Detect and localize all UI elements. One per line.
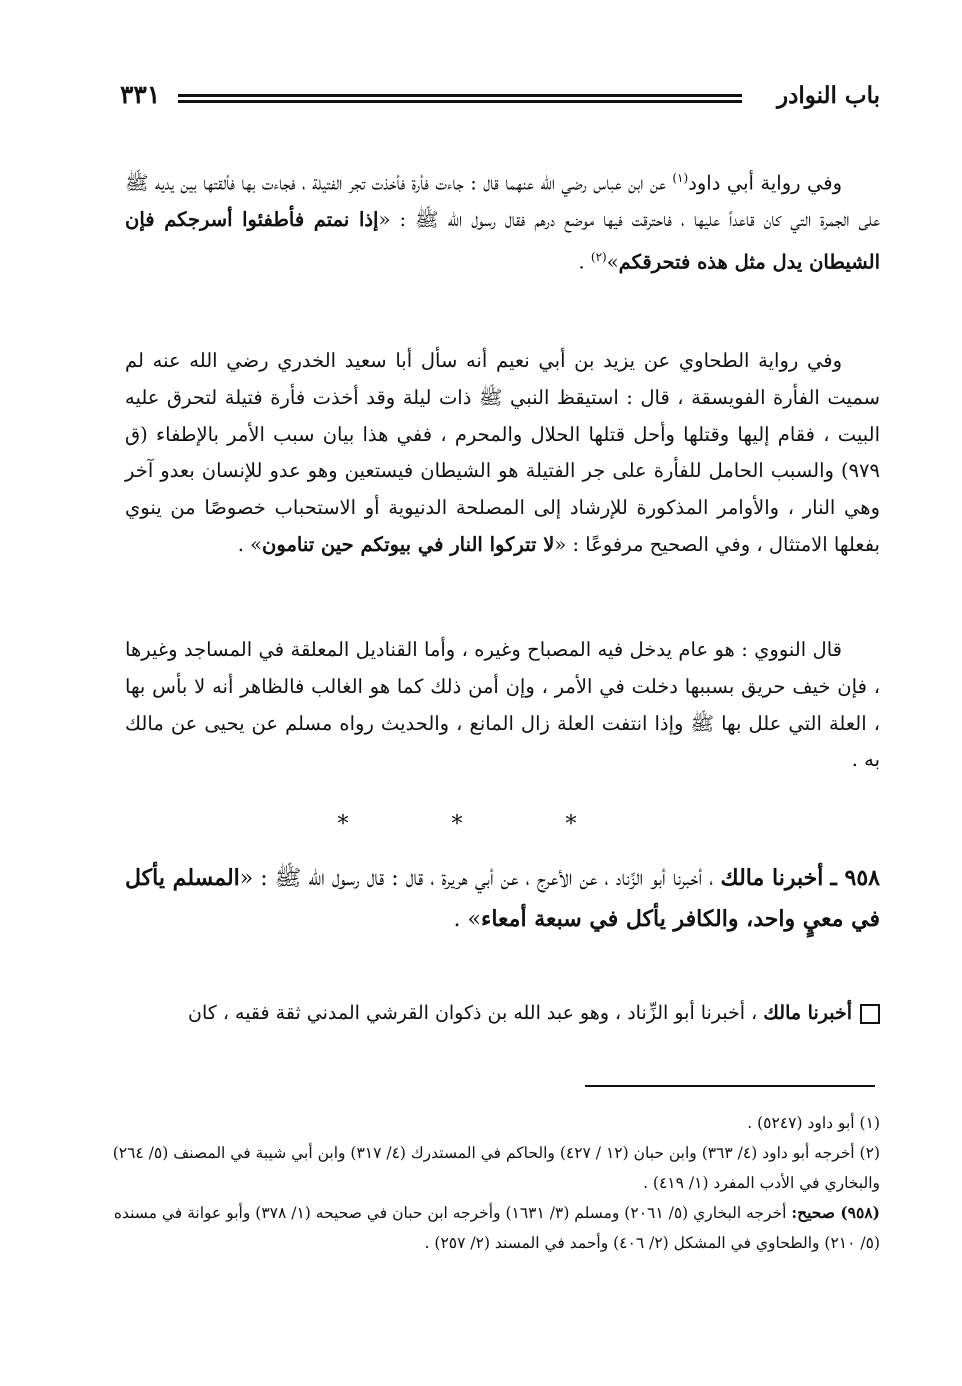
hadith-number: ٩٥٨ ـ (830, 865, 880, 891)
footnote (105, 1138, 880, 1198)
footnote-ref: (١) (672, 171, 689, 185)
hadith-end: » . (453, 907, 481, 932)
footnote-marker: (٩٥٨) (840, 1203, 880, 1222)
footnote (105, 1108, 880, 1138)
paragraph-text: وفي رواية الطحاوي عن يزيد بن أبي نعيم أنه سأل أبا سعيد الخدري رضي الله عنه لم سميت الفأرة الفويسقة ، قال : استيقظ النبي ﷺ ذات ليلة وقد أخذت فأرة فتيلة لتحرق عليه البيت ، فقام إليها وقتلها وأحل قتلها الحلال والمحرم ، ففي هذا بيان سبب الأمر بالإطفاء (ق ٩٧٩) والسبب الحامل للفأرة على جر الفتيلة هو الشيطان فيستعين وهو عدو للإنسان بعدو آخر وهي النار ، والأوامر المذكورة للإرشاد إلى المصلحة الدنيوية أو الاستحباب خصوصًا من ينوي بفعلها الامتثال ، وفي الصحيح مرفوعًا : « (125, 349, 880, 556)
footnote-text: أخرجه البخاري (٥/ ٢٠٦١) ومسلم (٣/ ١٦٣١) وأخرجه ابن حبان في صحيحه (١/ ٣٧٨) وأبو عوانة في مسنده (٥/ ٢١٠) والطحاوي في المشكل (٢/ ٤٠٦) وأحمد في المسند (٢/ ٢٥٧) . (113, 1204, 880, 1252)
hadith-chain: ، أخبرنا أبو الزِّناد ، عن الأعرج ، عن أبي هريرة ، قال : قال رسول الله ﷺ : « (239, 866, 721, 891)
footnote-text: أبو داود (٥٢٤٧) . (747, 1114, 860, 1132)
commentary-opening: أخبرنا مالك (763, 1002, 852, 1024)
hadith-opening: أخبرنا مالك (720, 865, 824, 891)
hadith-quote: لا تتركوا النار في بيوتكم حين تنامون (262, 532, 555, 556)
footnote (105, 1198, 880, 1258)
footnote-rule (585, 1085, 875, 1087)
paragraph-text: عن ابن عباس رضي الله عنهما قال : جاءت فأرة فأخذت تجر الفتيلة ، فجاءت بها فألقتها بين يديه ﷺ على الجمرة التي كان قاعداً عليها ، فاحترقت فيها موضع درهم فقال رسول الله ﷺ : « (125, 171, 880, 232)
hadith-quote: المسلم يأكل في معيٍ واحد، والكافر يأكل في سبعة أمعاء (125, 865, 880, 932)
footnote-text: أخرجه أبو داود (٤/ ٣٦٣) وابن حبان (١٢ / ٤٢٧) والحاكم في المستدرك (٤/ ٣١٧) وابن أبي شيبة في المصنف (٥/ ٢٦٤) والبخاري في الأدب المفرد (١/ ٤١٩) . (112, 1144, 880, 1192)
paragraph-text: قال النووي : هو عام يدخل فيه المصباح وغيره ، وأما القناديل المعلقة في المساجد وغيرها ، فإن خيف حريق بسببها دخلت في الأمر ، وإن أمن ذلك كما هو الغالب فالظاهر أنه لا بأس بها ، العلة التي علل بها ﷺ وإذا انتفت العلة زال المانع ، والحديث رواه مسلم عن يحيى عن مالك به . (125, 638, 880, 772)
commentary (125, 998, 880, 1028)
commentary-box-icon (860, 1004, 880, 1024)
paragraph-end: . (578, 250, 591, 274)
hadith-quote: إذا نمتم فأطفئوا أسرجكم فإن الشيطان يدل مثل هذه فتحرقكم (125, 208, 880, 274)
commentary-text: ، أخبرنا أبو الزِّناد ، وهو عبد الله بن ذكوان القرشي المدني ثقة فقيه ، كان (188, 1002, 764, 1024)
running-title: باب النوادر (776, 82, 880, 109)
footnote-grade: صحيح: (791, 1203, 841, 1222)
quote-close: » (606, 250, 619, 274)
paragraph-end: » . (237, 532, 263, 556)
footnote-ref: (٢) (590, 250, 607, 265)
paragraph-3 (125, 632, 880, 779)
section-separator: * * * (337, 812, 625, 837)
footnote-marker: (١) (859, 1114, 880, 1132)
footnotes (105, 1108, 880, 1258)
header-rule (178, 94, 742, 97)
paragraph-text: وفي رواية أبي داود (688, 171, 842, 195)
hadith-958 (125, 858, 880, 940)
page-number: ٣٣١ (120, 80, 161, 109)
paragraph-1 (125, 160, 880, 281)
footnote-marker: (٢) (859, 1144, 880, 1162)
page-header (120, 80, 880, 120)
paragraph-2 (125, 343, 880, 564)
